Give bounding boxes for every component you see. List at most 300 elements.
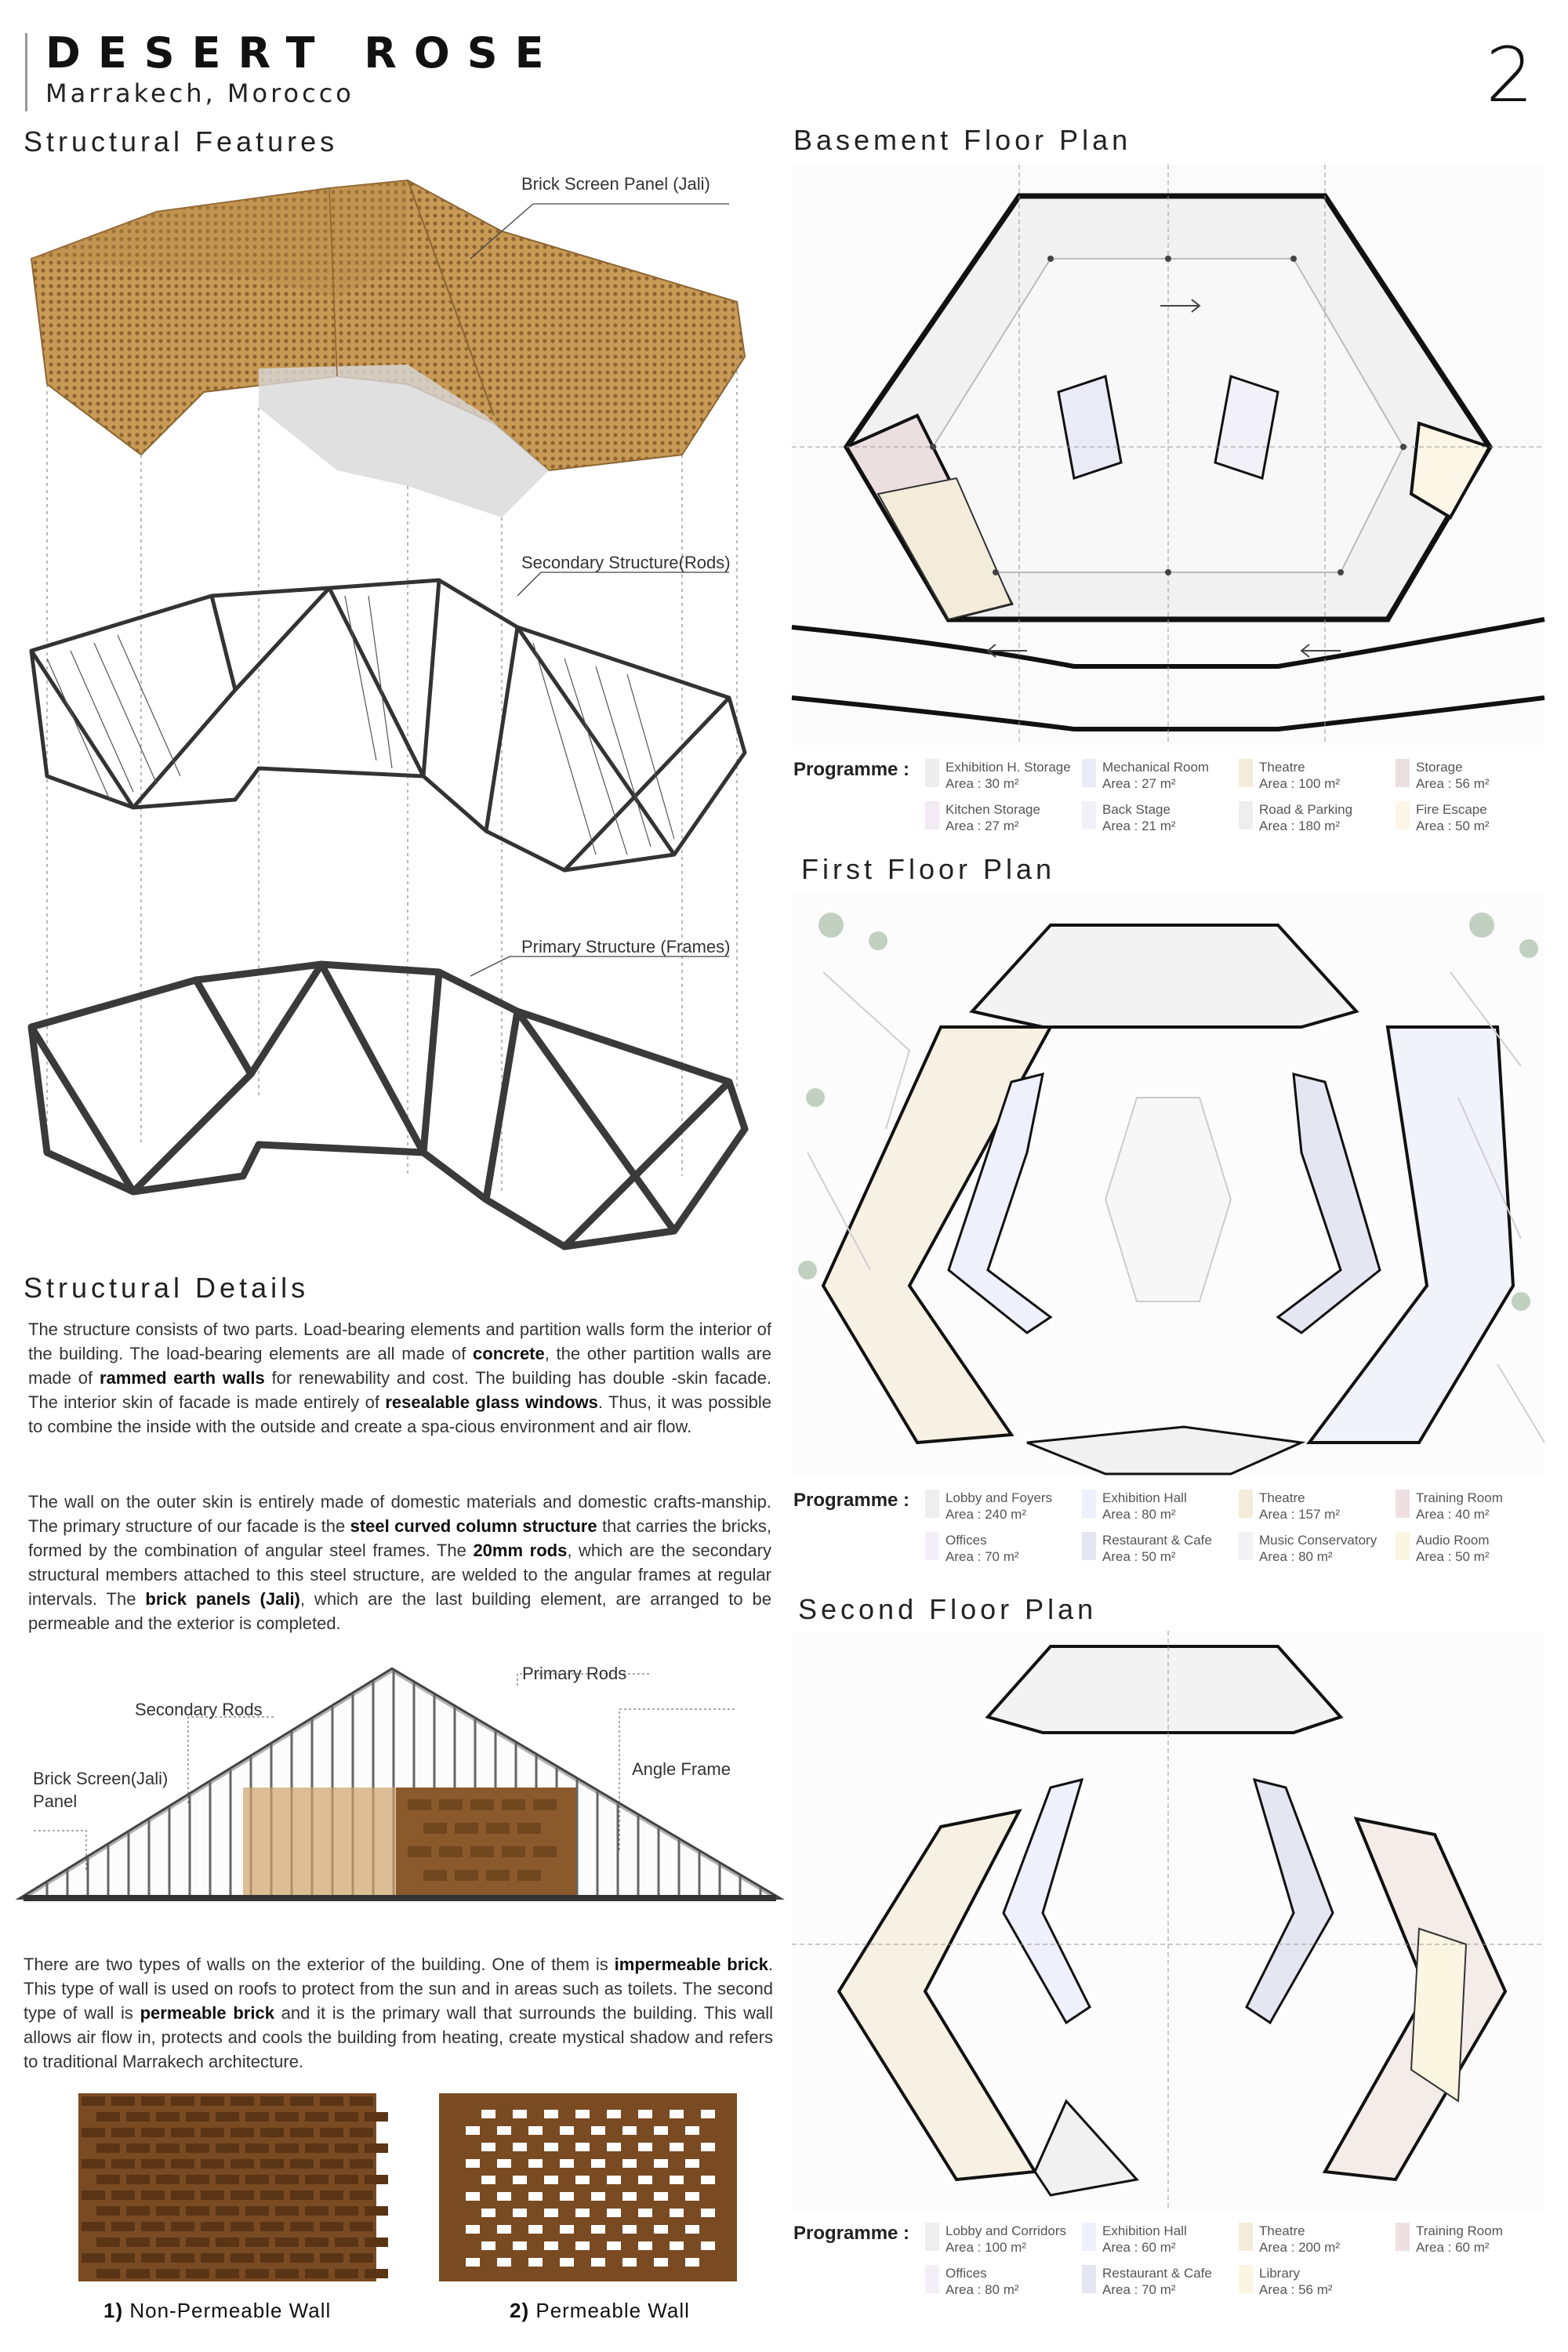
brick	[96, 2269, 120, 2278]
brick-gap	[544, 2209, 558, 2217]
brick	[126, 2112, 150, 2122]
brick	[245, 2143, 269, 2153]
exploded-axonometric	[0, 157, 784, 1294]
second-programme-item	[925, 2265, 1079, 2298]
label-secondary-rods: Secondary Rods	[135, 1700, 263, 1719]
legend-name: Lobby and Foyers	[946, 1490, 1053, 1505]
brick-gap	[481, 2110, 495, 2118]
brick-gap	[685, 2192, 699, 2201]
details-p1-run-1: concrete	[473, 1344, 545, 1363]
brick-gap	[544, 2143, 558, 2151]
legend-name: Lobby and Corridors	[946, 2223, 1067, 2238]
basement-programme-item	[925, 759, 1079, 792]
brick-gap	[670, 2176, 684, 2184]
legend-area: Area : 40 m²	[1416, 1507, 1490, 1522]
second-programme-legend	[925, 2223, 1552, 2297]
legend-swatch	[1239, 1490, 1253, 1518]
caption-permeable: 2) Permeable Wall	[510, 2299, 690, 2322]
brick	[335, 2143, 358, 2153]
brick-gap	[654, 2225, 668, 2234]
details-paragraph-1	[28, 1317, 771, 1439]
legend-swatch	[925, 759, 939, 787]
brick	[335, 2269, 358, 2278]
legend-name: Theatre	[1259, 760, 1305, 775]
legend-name: Offices	[946, 1533, 987, 1548]
brick	[365, 2143, 388, 2153]
brick-gap	[654, 2192, 668, 2201]
brick-gap	[607, 2143, 621, 2151]
brick-gap	[497, 2225, 511, 2234]
brick-gap	[466, 2126, 480, 2135]
legend-area: Area : 50 m²	[1102, 1549, 1176, 1564]
brick-gap	[622, 2192, 637, 2201]
brick	[216, 2175, 239, 2184]
label-brick-screen-panel: Brick Screen(Jali)	[33, 1769, 169, 1788]
brick	[141, 2128, 165, 2137]
first-programme-item	[1396, 1490, 1549, 1523]
brick-gap	[481, 2143, 495, 2151]
brick	[126, 2175, 150, 2184]
legend-swatch	[1239, 1532, 1253, 1560]
brick-gap	[497, 2159, 511, 2168]
brick-gap	[638, 2143, 652, 2151]
brick	[245, 2175, 269, 2184]
legend-name: Training Room	[1416, 1490, 1503, 1505]
legend-area: Area : 27 m²	[946, 818, 1019, 833]
brick	[96, 2175, 120, 2184]
legend-area: Area : 180 m²	[1259, 818, 1340, 833]
brick	[82, 2096, 105, 2106]
details-p2-run-0: The wall on the outer skin is entirely made of domestic materials and domestic crafts-manship. The primary structure of our facade is the	[28, 1492, 771, 1536]
label-brick-screen: Brick Screen Panel (Jali)	[521, 174, 710, 194]
legend-area: Area : 80 m²	[946, 2282, 1019, 2297]
legend-name: Audio Room	[1416, 1533, 1490, 1548]
brick	[230, 2222, 254, 2231]
permeable-wall-sample	[439, 2093, 737, 2281]
brick	[320, 2128, 343, 2137]
details-p2-run-5: brick panels (Jali)	[145, 1589, 300, 1609]
brick-gap	[591, 2192, 605, 2201]
first-programme-item	[1239, 1532, 1392, 1565]
second-programme-item	[1082, 2223, 1236, 2256]
brick	[290, 2159, 314, 2169]
legend-area: Area : 200 m²	[1259, 2240, 1340, 2255]
second-programme-item	[1239, 2265, 1392, 2298]
brick-gap	[481, 2209, 495, 2217]
brick	[201, 2190, 224, 2200]
brick-gap	[497, 2192, 511, 2201]
brick	[230, 2096, 254, 2106]
legend-name: Storage	[1416, 760, 1463, 775]
brick-gap	[638, 2110, 652, 2118]
brick-gap	[575, 2110, 590, 2118]
brick	[290, 2190, 314, 2200]
legend-area: Area : 70 m²	[946, 1549, 1019, 1564]
brick	[216, 2112, 239, 2122]
second-programme-item	[1396, 2223, 1549, 2256]
brick-gap	[513, 2143, 527, 2151]
brick-gap	[701, 2176, 715, 2184]
brick-gap	[575, 2176, 590, 2184]
brick	[96, 2238, 120, 2247]
first-plan-heading: First Floor Plan	[801, 853, 1056, 885]
brick	[350, 2190, 373, 2200]
brick	[186, 2238, 209, 2247]
legend-name: Offices	[946, 2266, 987, 2281]
brick-gap	[481, 2241, 495, 2250]
legend-area: Area : 56 m²	[1259, 2282, 1333, 2297]
basement-programme-item	[1082, 801, 1236, 834]
legend-area: Area : 157 m²	[1259, 1507, 1340, 1522]
brick	[156, 2206, 180, 2216]
legend-area: Area : 240 m²	[946, 1507, 1026, 1522]
brick-gap	[701, 2110, 715, 2118]
legend-swatch	[1396, 2223, 1410, 2251]
project-location: Marrakech, Morocco	[45, 78, 354, 108]
legend-swatch	[925, 1490, 939, 1518]
brick-gap	[544, 2176, 558, 2184]
brick	[305, 2175, 328, 2184]
brick	[245, 2112, 269, 2122]
brick	[216, 2238, 239, 2247]
brick	[141, 2096, 165, 2106]
brick	[260, 2096, 284, 2106]
legend-name: Library	[1259, 2266, 1300, 2281]
brick	[126, 2238, 150, 2247]
second-programme-item	[1082, 2265, 1236, 2298]
brick	[216, 2143, 239, 2153]
brick-gap	[622, 2159, 637, 2168]
brick	[260, 2128, 284, 2137]
brick-gap	[638, 2209, 652, 2217]
brick-gap	[591, 2225, 605, 2234]
basement-programme-item	[1396, 801, 1549, 834]
brick-gap	[466, 2225, 480, 2234]
brick	[305, 2112, 328, 2122]
legend-swatch	[1082, 1532, 1096, 1560]
legend-swatch	[1396, 1490, 1410, 1518]
brick	[350, 2159, 373, 2169]
brick	[335, 2206, 358, 2216]
legend-area: Area : 100 m²	[946, 2240, 1026, 2255]
header-divider	[25, 33, 27, 111]
legend-area: Area : 70 m²	[1102, 2282, 1176, 2297]
details-p2-run-3: 20mm rods	[473, 1541, 568, 1560]
first-floor-plan	[792, 894, 1544, 1474]
brick-gap	[670, 2209, 684, 2217]
first-programme-label: Programme :	[793, 1490, 910, 1511]
legend-swatch	[1082, 759, 1096, 787]
brick	[156, 2112, 180, 2122]
brick	[305, 2238, 328, 2247]
brick	[111, 2128, 135, 2137]
structural-details-heading: Structural Details	[24, 1272, 310, 1304]
legend-name: Training Room	[1416, 2223, 1503, 2238]
brick	[126, 2206, 150, 2216]
brick	[111, 2253, 135, 2263]
caption-non-permeable: 1) Non-Permeable Wall	[103, 2299, 332, 2322]
brick	[260, 2159, 284, 2169]
brick	[320, 2190, 343, 2200]
brick	[245, 2238, 269, 2247]
brick-gap	[528, 2225, 543, 2234]
brick-gap	[622, 2225, 637, 2234]
brick-gap	[560, 2258, 574, 2267]
brick-gap	[528, 2258, 543, 2267]
brick-gap	[670, 2143, 684, 2151]
brick	[230, 2159, 254, 2169]
brick	[275, 2112, 299, 2122]
walls-paragraph	[24, 1952, 773, 2074]
first-programme-item	[1082, 1490, 1236, 1523]
brick-gap	[575, 2241, 590, 2250]
brick	[260, 2253, 284, 2263]
details-p1-run-2: , the other partition walls are made of	[28, 1344, 771, 1388]
brick-gap	[575, 2143, 590, 2151]
brick-gap	[513, 2176, 527, 2184]
brick	[335, 2238, 358, 2247]
basement-programme-legend	[925, 759, 1552, 833]
legend-area: Area : 50 m²	[1416, 818, 1490, 833]
brick-gap	[513, 2209, 527, 2217]
brick	[171, 2253, 194, 2263]
brick-gap	[622, 2258, 637, 2267]
brick-gap	[670, 2110, 684, 2118]
legend-name: Music Conservatory	[1259, 1533, 1377, 1548]
first-programme-item	[1082, 1532, 1236, 1565]
brick-gap	[607, 2209, 621, 2217]
legend-swatch	[1396, 801, 1410, 829]
brick	[186, 2112, 209, 2122]
brick-gap	[497, 2258, 511, 2267]
brick	[201, 2159, 224, 2169]
legend-swatch	[1082, 1490, 1096, 1518]
legend-swatch	[1396, 1532, 1410, 1560]
first-programme-item	[1396, 1532, 1549, 1565]
brick-gap	[685, 2159, 699, 2168]
brick	[82, 2128, 105, 2137]
walls-p3-run-4: and it is the primary wall that surrounds the building. This wall allows air flow in, protects and cools the building from heating, create mystical shadow and refers to traditional Marrakech architecture.	[24, 2003, 774, 2071]
legend-swatch	[1239, 2223, 1253, 2251]
walls-p3-run-3: permeable brick	[140, 2003, 274, 2023]
non-permeable-wall-sample	[78, 2093, 376, 2281]
brick-gap	[654, 2258, 668, 2267]
legend-name: Exhibition H. Storage	[946, 760, 1071, 775]
details-p2-run-4: , which are the secondary structural members attached to this steel structure, are welded to the angular frames at regular intervals. The	[28, 1541, 771, 1609]
basement-programme-item	[1239, 801, 1392, 834]
details-p2-run-2: that carries the bricks, formed by the combination of angular steel frames. The	[28, 1516, 771, 1560]
brick	[335, 2112, 358, 2122]
brick	[290, 2096, 314, 2106]
brick-gap	[560, 2159, 574, 2168]
brick-gap	[685, 2258, 699, 2267]
brick	[275, 2238, 299, 2247]
first-programme-item	[1239, 1490, 1392, 1523]
legend-area: Area : 60 m²	[1102, 2240, 1176, 2255]
brick	[305, 2269, 328, 2278]
brick-gap	[575, 2209, 590, 2217]
brick	[305, 2143, 328, 2153]
structural-features-heading: Structural Features	[24, 125, 339, 158]
brick	[96, 2143, 120, 2153]
first-programme-item	[925, 1532, 1079, 1565]
brick-gap	[701, 2241, 715, 2250]
legend-area: Area : 27 m²	[1102, 776, 1176, 791]
legend-name: Restaurant & Cafe	[1102, 2266, 1212, 2281]
brick-gap	[528, 2126, 543, 2135]
brick	[290, 2128, 314, 2137]
brick	[141, 2190, 165, 2200]
brick-gap	[591, 2258, 605, 2267]
brick	[320, 2253, 343, 2263]
details-p1-run-6: . Thus, it was possible to combine the inside with the outside and create a spa-cious environment and air flow.	[28, 1392, 771, 1436]
brick-gap	[544, 2110, 558, 2118]
brick	[260, 2190, 284, 2200]
legend-swatch	[1082, 801, 1096, 829]
second-plan-heading: Second Floor Plan	[798, 1593, 1098, 1625]
first-programme-legend	[925, 1490, 1552, 1564]
legend-name: Restaurant & Cafe	[1102, 1533, 1212, 1548]
basement-programme-item	[1239, 759, 1392, 792]
brick-gap	[560, 2192, 574, 2201]
brick	[186, 2269, 209, 2278]
legend-swatch	[1082, 2265, 1096, 2293]
legend-name: Mechanical Room	[1102, 760, 1210, 775]
legend-name: Exhibition Hall	[1102, 1490, 1187, 1505]
brick	[171, 2190, 194, 2200]
label-brick-screen-panel-2: Panel	[33, 1791, 78, 1811]
details-paragraph-2	[28, 1490, 771, 1635]
brick	[365, 2269, 388, 2278]
brick	[320, 2096, 343, 2106]
brick-gap	[622, 2126, 637, 2135]
brick-gap	[607, 2176, 621, 2184]
brick	[365, 2206, 388, 2216]
details-p1-run-5: resealable glass windows	[385, 1392, 598, 1412]
brick	[350, 2128, 373, 2137]
brick-gap	[638, 2176, 652, 2184]
brick	[111, 2222, 135, 2231]
brick-gap	[466, 2159, 480, 2168]
brick	[201, 2222, 224, 2231]
basement-programme-label: Programme :	[793, 759, 910, 780]
brick-gap	[654, 2126, 668, 2135]
brick	[260, 2222, 284, 2231]
brick	[350, 2253, 373, 2263]
brick	[245, 2269, 269, 2278]
brick-gap	[513, 2241, 527, 2250]
legend-swatch	[925, 1532, 939, 1560]
brick	[156, 2269, 180, 2278]
brick	[186, 2206, 209, 2216]
brick	[290, 2222, 314, 2231]
walls-p3-run-1: impermeable brick	[614, 1955, 768, 1974]
brick	[275, 2143, 299, 2153]
brick-gap	[544, 2241, 558, 2250]
project-title: DESERT ROSE	[45, 28, 561, 78]
brick	[82, 2159, 105, 2169]
brick-gap	[466, 2192, 480, 2201]
legend-swatch	[1396, 759, 1410, 787]
brick	[141, 2159, 165, 2169]
brick	[305, 2206, 328, 2216]
brick	[111, 2190, 135, 2200]
details-p1-run-4: for renewability and cost. The building has double -skin facade. The interior skin of facade is made entirely of	[28, 1368, 771, 1412]
brick-gap	[528, 2159, 543, 2168]
second-programme-item	[1239, 2223, 1392, 2256]
brick-gap	[528, 2192, 543, 2201]
legend-name: Fire Escape	[1416, 802, 1487, 817]
brick	[82, 2190, 105, 2200]
brick	[171, 2159, 194, 2169]
brick	[201, 2253, 224, 2263]
brick	[365, 2175, 388, 2184]
brick-gap	[481, 2176, 495, 2184]
legend-name: Road & Parking	[1259, 802, 1353, 817]
legend-name: Exhibition Hall	[1102, 2223, 1187, 2238]
legend-swatch	[1239, 2265, 1253, 2293]
legend-area: Area : 56 m²	[1416, 776, 1490, 791]
brick	[350, 2222, 373, 2231]
brick-gap	[560, 2126, 574, 2135]
brick-gap	[591, 2126, 605, 2135]
brick	[111, 2096, 135, 2106]
brick	[126, 2269, 150, 2278]
walls-p3-run-0: There are two types of walls on the exterior of the building. One of them is	[24, 1955, 615, 1974]
brick	[171, 2222, 194, 2231]
brick-gap	[654, 2159, 668, 2168]
details-p1-run-0: The structure consists of two parts. Load-bearing elements and partition walls form the interior of the building. The load-bearing elements are all made of	[28, 1319, 771, 1363]
legend-name: Back Stage	[1102, 802, 1171, 817]
basement-programme-item	[1396, 759, 1549, 792]
legend-area: Area : 60 m²	[1416, 2240, 1490, 2255]
legend-name: Theatre	[1259, 2223, 1305, 2238]
first-programme-item	[925, 1490, 1079, 1523]
second-programme-item	[925, 2223, 1079, 2256]
brick	[335, 2175, 358, 2184]
legend-area: Area : 80 m²	[1102, 1507, 1176, 1522]
brick-gap	[638, 2241, 652, 2250]
legend-swatch	[1239, 759, 1253, 787]
brick	[245, 2206, 269, 2216]
legend-area: Area : 100 m²	[1259, 776, 1340, 791]
legend-swatch	[1239, 801, 1253, 829]
brick	[82, 2253, 105, 2263]
brick	[186, 2143, 209, 2153]
second-floor-plan	[792, 1631, 1544, 2211]
brick	[216, 2269, 239, 2278]
basement-programme-item	[1082, 759, 1236, 792]
details-p2-run-6: , which are the last building element, are arranged to be permeable and the exterior is completed.	[28, 1589, 772, 1633]
legend-name: Theatre	[1259, 1490, 1305, 1505]
legend-swatch	[925, 801, 939, 829]
legend-name: Kitchen Storage	[946, 802, 1040, 817]
brick	[275, 2206, 299, 2216]
basement-floor-plan	[792, 165, 1544, 745]
brick	[186, 2175, 209, 2184]
brick	[141, 2222, 165, 2231]
brick	[230, 2128, 254, 2137]
brick	[290, 2253, 314, 2263]
brick	[171, 2096, 194, 2106]
brick	[365, 2238, 388, 2247]
brick	[156, 2238, 180, 2247]
brick	[350, 2096, 373, 2106]
basement-programme-item	[925, 801, 1079, 834]
brick	[111, 2159, 135, 2169]
brick-gap	[607, 2241, 621, 2250]
brick	[201, 2128, 224, 2137]
